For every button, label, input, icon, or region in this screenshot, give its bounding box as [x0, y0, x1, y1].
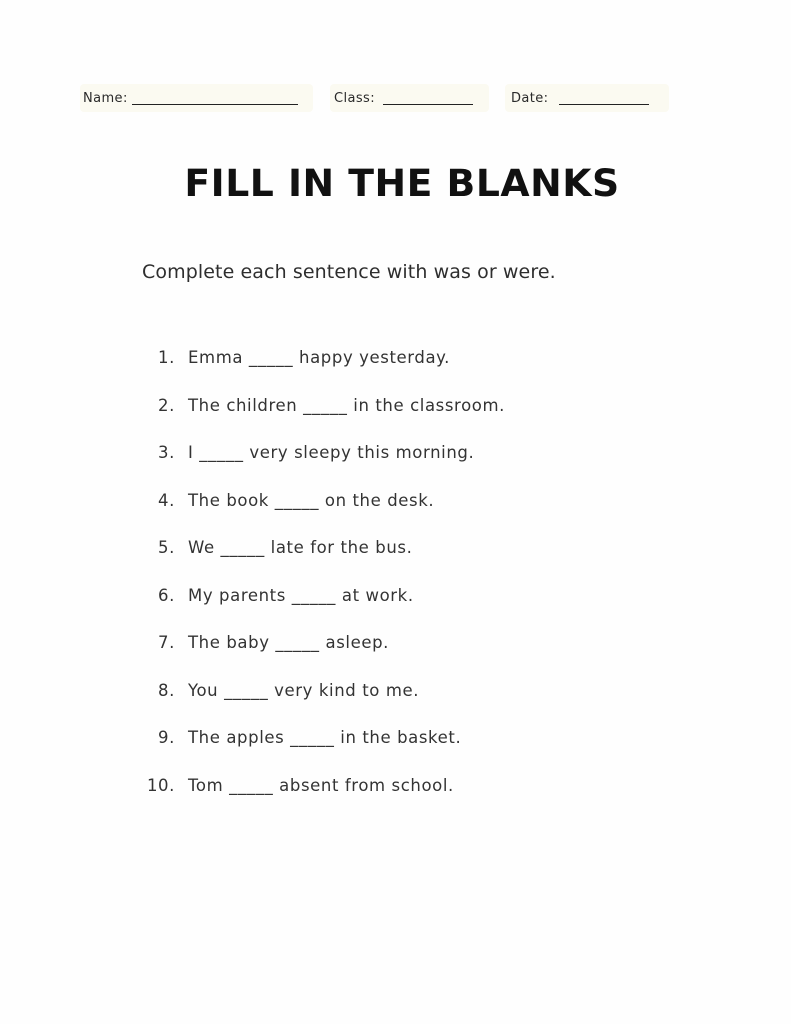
- question-number: 8.: [158, 680, 175, 700]
- question-text: The baby _____ asleep.: [188, 633, 390, 652]
- question-number: 3.: [158, 443, 175, 462]
- page-title: FILL IN THE BLANKS: [184, 162, 620, 205]
- class-label: Class:: [334, 90, 375, 106]
- question-number: 1.: [158, 348, 175, 367]
- question-text: Tom _____ absent from school.: [188, 775, 454, 795]
- question-number: 6.: [158, 585, 175, 605]
- class-field[interactable]: [330, 84, 489, 112]
- question-text: I _____ very sleepy this morning.: [188, 443, 475, 462]
- question-text: We _____ late for the bus.: [188, 538, 413, 557]
- name-field[interactable]: [80, 84, 313, 112]
- question-number: 10.: [146, 775, 175, 795]
- question-text: Emma _____ happy yesterday.: [188, 348, 451, 367]
- question-text: You _____ very kind to me.: [188, 680, 420, 700]
- question-number: 2.: [158, 395, 175, 415]
- question-text: The book _____ on the desk.: [188, 490, 435, 510]
- date-field[interactable]: [505, 84, 669, 112]
- question-text: My parents _____ at work.: [188, 585, 414, 605]
- name-blank-line[interactable]: [132, 104, 298, 105]
- date-blank-line[interactable]: [559, 104, 649, 105]
- question-number: 5.: [158, 538, 175, 557]
- question-text: The apples _____ in the basket.: [188, 728, 462, 747]
- question-text: The children _____ in the classroom.: [188, 395, 505, 415]
- question-number: 7.: [158, 633, 175, 652]
- date-label: Date:: [511, 90, 549, 106]
- instructions-text: Complete each sentence with was or were.: [142, 261, 556, 283]
- question-number: 4.: [158, 490, 175, 510]
- class-blank-line[interactable]: [383, 104, 473, 105]
- question-number: 9.: [158, 728, 175, 747]
- name-label: Name:: [83, 90, 128, 106]
